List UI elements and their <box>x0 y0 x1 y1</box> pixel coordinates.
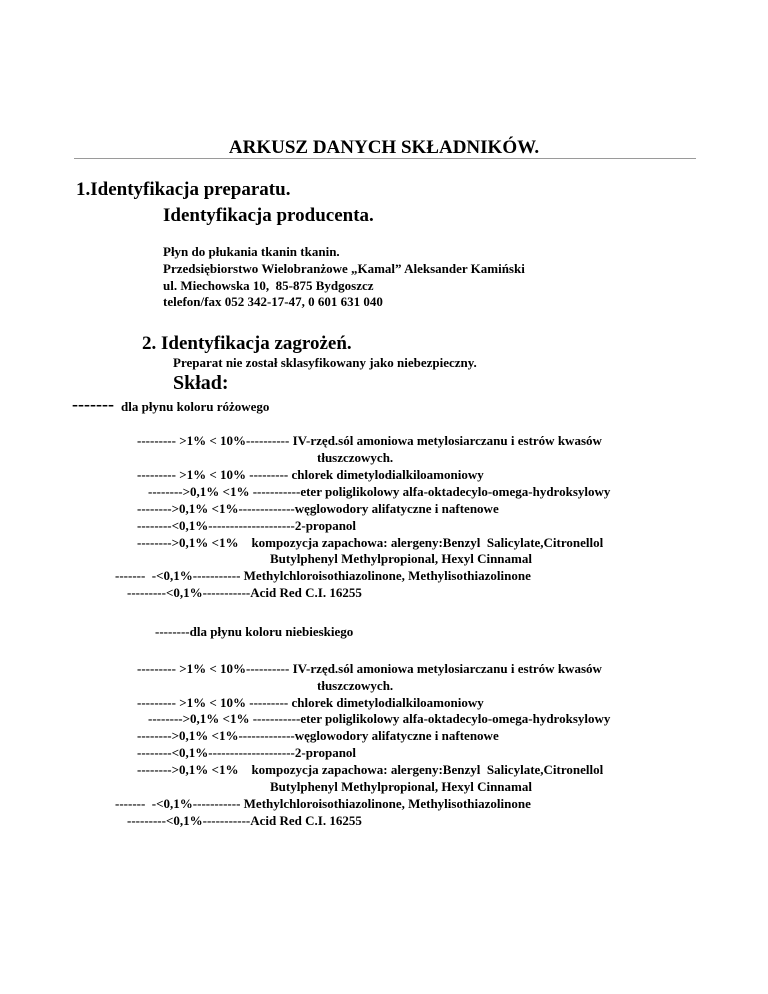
blue-row: --------- >1% < 10%---------- IV-rzęd.sól amoniowa metylosiarczanu i estrów kwasów <box>137 661 602 676</box>
pink-row: -------->0,1% <1% kompozycja zapachowa: alergeny:Benzyl Salicylate,Citronellol <box>137 535 604 550</box>
pink-row: -------->0,1% <1%-------------węglowodory alifatyczne i naftenowe <box>137 501 499 516</box>
blue-label: --------dla płynu koloru niebieskiego <box>155 624 354 639</box>
pink-row: tłuszczowych. <box>317 450 394 465</box>
section2-heading: 2. Identyfikacja zagrożeń. <box>142 333 352 354</box>
title-rule <box>74 158 696 159</box>
section1-subheading: Identyfikacja producenta. <box>163 205 374 226</box>
pink-row: ------- -<0,1%----------- Methylchloroisothiazolinone, Methylisothiazolinone <box>115 568 531 583</box>
pink-label: dla płynu koloru różowego <box>121 399 270 414</box>
sklad-heading: Skład: <box>173 372 229 394</box>
company-name: Przedsiębiorstwo Wielobranżowe „Kamal” Aleksander Kamiński <box>163 261 525 276</box>
blue-row: --------<0,1%--------------------2-propanol <box>137 745 357 760</box>
pink-dashes: ------- <box>72 394 114 414</box>
product-name: Płyn do płukania tkanin tkanin. <box>163 244 340 259</box>
blue-row: tłuszczowych. <box>317 678 394 693</box>
blue-row: ------- -<0,1%----------- Methylchloroisothiazolinone, Methylisothiazolinone <box>115 796 531 811</box>
company-phone: telefon/fax 052 342-17-47, 0 601 631 040 <box>163 294 383 309</box>
blue-row: --------- >1% < 10% --------- chlorek dimetylodialkiloamoniowy <box>137 695 484 710</box>
blue-row: -------->0,1% <1%-------------węglowodory alifatyczne i naftenowe <box>137 728 499 743</box>
blue-row: Butylphenyl Methylpropional, Hexyl Cinnamal <box>270 779 532 794</box>
pink-row: Butylphenyl Methylpropional, Hexyl Cinnamal <box>270 551 532 566</box>
pink-row: --------- >1% < 10%---------- IV-rzęd.sól amoniowa metylosiarczanu i estrów kwasów <box>137 433 602 448</box>
pink-row: --------- >1% < 10% --------- chlorek dimetylodialkiloamoniowy <box>137 467 484 482</box>
blue-row: -------->0,1% <1% kompozycja zapachowa: alergeny:Benzyl Salicylate,Citronellol <box>137 762 604 777</box>
blue-row: -------->0,1% <1% -----------eter poliglikolowy alfa-oktadecylo-omega-hydroksylowy <box>148 711 611 726</box>
pink-row: -------->0,1% <1% -----------eter poliglikolowy alfa-oktadecylo-omega-hydroksylowy <box>148 484 611 499</box>
section2-text: Preparat nie został sklasyfikowany jako niebezpieczny. <box>173 355 477 370</box>
blue-row: ---------<0,1%-----------Acid Red C.I. 16255 <box>127 813 362 828</box>
pink-row: --------<0,1%--------------------2-propanol <box>137 518 357 533</box>
pink-row: ---------<0,1%-----------Acid Red C.I. 16255 <box>127 585 362 600</box>
section1-heading: 1.Identyfikacja preparatu. <box>76 179 291 200</box>
document-title: ARKUSZ DANYCH SKŁADNIKÓW. <box>228 137 540 158</box>
company-address: ul. Miechowska 10, 85-875 Bydgoszcz <box>163 278 374 293</box>
